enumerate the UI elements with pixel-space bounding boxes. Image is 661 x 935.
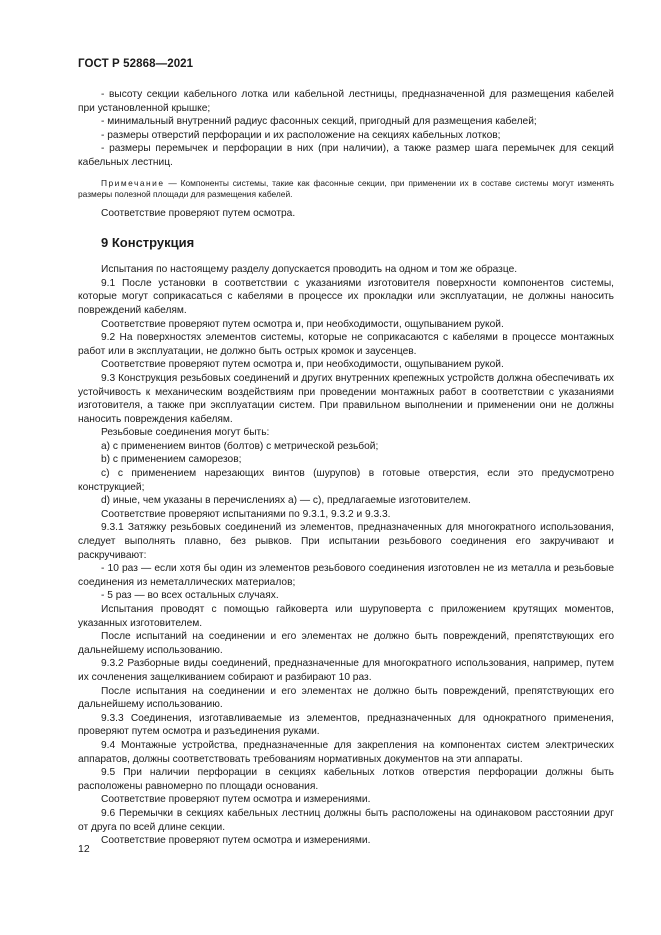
paragraph: Соответствие проверяют путем осмотра и измерениями. — [101, 835, 371, 847]
paragraph: Испытания проводят с помощью гайковерта или шуруповерта с приложением крутящих моментов, указанных изготовителем. — [78, 604, 614, 629]
list-item: c) с применением нарезающих винтов (шурупов) в готовые отверстия, если это предусмотрено конструкцией; — [78, 468, 614, 493]
list-item: - минимальный внутренний радиус фасонных секций, пригодный для размещения кабелей; — [101, 116, 537, 128]
list-item: - 10 раз — если хотя бы один из элементов резьбового соединения изготовлен не из металла и резьбовые соединения из неметаллических материалов; — [78, 563, 614, 588]
paragraph: После испытаний на соединении и его элементах не должно быть повреждений, препятствующих его дальнейшему использованию. — [78, 631, 614, 656]
list-item: - 5 раз — во всех остальных случаях. — [101, 590, 279, 602]
list-item: d) иные, чем указаны в перечислениях a) — c), предлагаемые изготовителем. — [101, 495, 471, 507]
paragraph: 9.6 Перемычки в секциях кабельных лестниц должны быть расположены на одинаковом расстоянии друг от друга по всей длине секции. — [78, 807, 614, 833]
list-item: b) с применением саморезов; — [101, 454, 242, 466]
paragraph: 9.3.1 Затяжку резьбовых соединений из элементов, предназначенных для многократного использования, следует выполнять плавно, без рывков. При испытании резьбового соединения его закручивают и раскручивают: — [78, 522, 614, 561]
paragraph: Соответствие проверяют путем осмотра и, при необходимости, ощупыванием рукой. — [101, 359, 504, 371]
list-item: - высоту секции кабельного лотка или кабельной лестницы, предназначенной для размещения кабелей при установленной крышке; — [78, 89, 614, 114]
note-text: Компоненты системы, такие как фасонные секции, при применении их в составе системы могут изменять размеры полезной площади для размещения кабелей. — [78, 177, 615, 200]
note-label: Примечание — [101, 177, 165, 188]
paragraph: Соответствие проверяют путем осмотра и, при необходимости, ощупыванием рукой. — [101, 318, 504, 330]
list-item: a) с применением винтов (болтов) с метрической резьбой; — [101, 440, 379, 452]
compliance-text: Соответствие проверяют путем осмотра. — [101, 207, 296, 219]
paragraph: 9.2 На поверхностях элементов системы, которые не соприкасаются с кабелями в процессе монтажных работ или в эксплуатации, не должно быть острых кромок и заусенцев. — [78, 332, 614, 357]
note-dash: — — [164, 177, 181, 188]
document-header: ГОСТ Р 52868—2021 — [78, 58, 194, 70]
page-content — [78, 88, 614, 848]
list-item: - размеры отверстий перфорации и их расположение на секциях кабельных лотков; — [101, 129, 501, 141]
paragraph: Соответствие проверяют путем осмотра и измерениями. — [101, 794, 371, 806]
list-item: - размеры перемычек и перфорации в них (при наличии), а также размер шага перемычек для секций кабельных лестниц. — [78, 143, 614, 168]
paragraph: 9.3.3 Соединения, изготавливаемые из элементов, предназначенных для однократного применения, проверяют путем осмотра и разъединения руками. — [78, 712, 614, 738]
paragraph: Испытания по настоящему разделу допускается проводить на одном и том же образце. — [101, 264, 518, 276]
paragraph: После испытания на соединении и его элементах не должно быть повреждений, препятствующих его дальнейшему использованию. — [78, 685, 614, 711]
paragraph: 9.3.2 Разборные виды соединений, предназначенные для многократного использования, например, путем их сочленения защелкиванием собирают и разбирают 10 раз. — [78, 658, 614, 683]
paragraph: Резьбовые соединения могут быть: — [101, 427, 270, 439]
section-title: 9 Конструкция — [101, 235, 195, 251]
paragraph: 9.5 При наличии перфорации в секциях кабельных лотков отверстия перфорации должны быть расположены равномерно по площади основания. — [78, 767, 614, 792]
paragraph: Соответствие проверяют испытаниями по 9.3.1, 9.3.2 и 9.3.3. — [101, 508, 391, 520]
paragraph: 9.1 После установки в соответствии с указаниями изготовителя поверхности компонентов системы, которые могут соприкасаться с кабелями в процессе их прокладки или эксплуатации, не должны наносить повреждений кабелям. — [78, 277, 614, 316]
paragraph: 9.3 Конструкция резьбовых соединений и других внутренних крепежных устройств должна обеспечивать их устойчивость к механическим воздействиям при проведении монтажных работ в соответствии с указаниями изготовителя, а также при эксплуатации систем. При правильном выполнении и применении они не должны наносить повреждения кабелям. — [78, 372, 614, 425]
page-number: 12 — [78, 843, 90, 855]
paragraph: 9.4 Монтажные устройства, предназначенные для закрепления на компонентах систем электрических аппаратов, должны соответствовать требованиям нормативных документов на эти аппараты. — [78, 739, 614, 765]
note — [78, 178, 614, 201]
